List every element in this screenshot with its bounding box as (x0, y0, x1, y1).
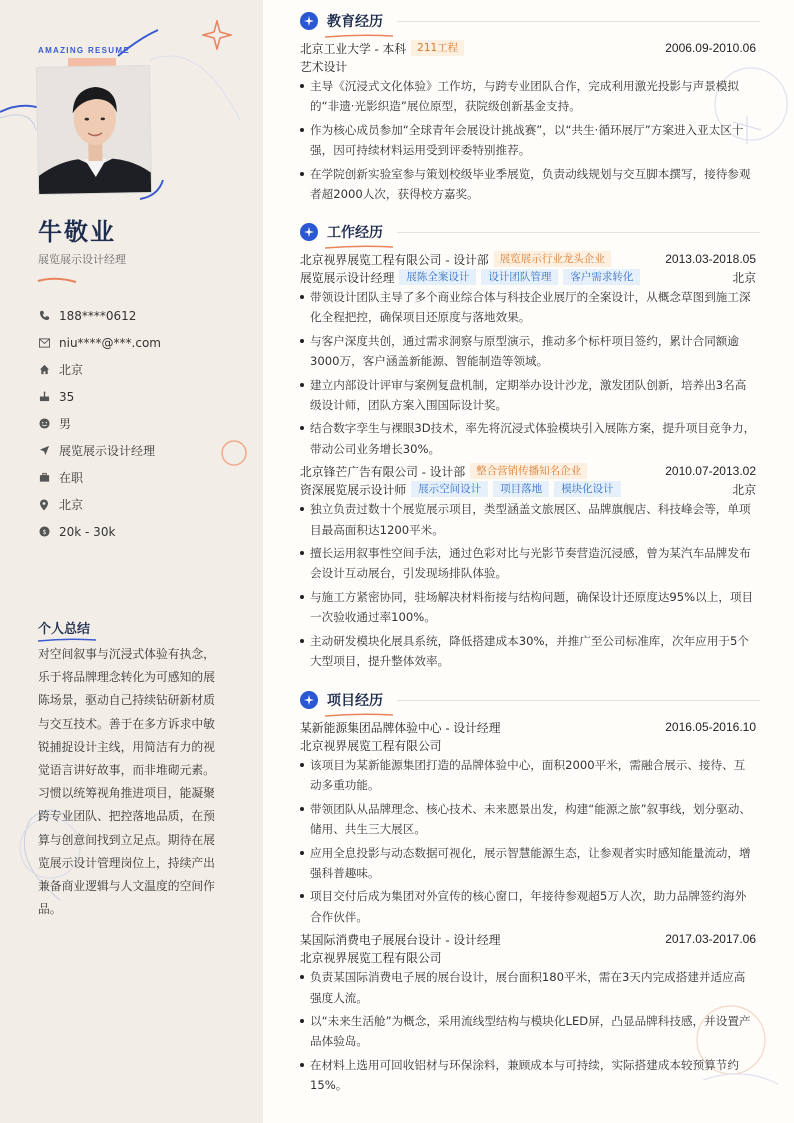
list-item: 擅长运用叙事性空间手法，通过色彩对比与光影节奏营造沉浸感，曾为某汽车品牌发布会设计互动展台，引发现场排队体验。 (300, 543, 756, 584)
info-phone-text: 188****0612 (59, 308, 137, 323)
project-date: 2017.03-2017.06 (665, 932, 756, 947)
info-age (38, 383, 161, 410)
info-location (38, 491, 161, 518)
project-name-row (300, 718, 756, 736)
project-date: 2016.05-2016.10 (665, 720, 756, 734)
list-item: 主动研发模块化展具系统，降低搭建成本30%，并推广至公司标准库，次年应用于5个大型项目，提升整体效率。 (300, 631, 756, 672)
info-salary-text: 20k - 30k (59, 524, 116, 539)
education-title-text: 教育经历 (327, 14, 383, 30)
education-date: 2006.09-2010.06 (665, 41, 756, 55)
profile-photo (36, 65, 152, 195)
job-date: 2010.07-2013.02 (665, 464, 756, 479)
work-section (300, 220, 760, 675)
education-bullets (300, 76, 756, 204)
education-title (327, 11, 383, 31)
list-item: 结合数字孪生与裸眼3D技术，率先将沉浸式体验模块引入展陈方案，提升项目竞争力，带动公司业务增长30%。 (300, 418, 756, 459)
project-bullets (300, 755, 756, 927)
school-name: 北京工业大学 - 本科 (300, 41, 407, 56)
list-item: 在学院创新实验室参与策划校级毕业季展览，负责动线规划与交互脚本撰写，接待参观者超2000人次，获得校方嘉奖。 (300, 164, 756, 205)
info-email (38, 329, 161, 356)
heading-underline (325, 34, 393, 38)
job-city: 北京 (732, 482, 756, 497)
list-item: 建立内部设计评审与案例复盘机制，定期举办设计沙龙，激发团队创新，培养出3名高级设计师，团队方案入围国际设计奖。 (300, 375, 756, 416)
project-entry (300, 930, 756, 1095)
education-section (300, 9, 760, 207)
job-role: 展览展示设计经理 (300, 270, 395, 285)
job-bullets (300, 287, 756, 459)
summary-text: 对空间叙事与沉浸式体验有执念，乐于将品牌理念转化为可感知的展陈场景，驱动自己持续钻研新材质与交互技术。善于在多方诉求中敏锐捕捉设计主线，用简洁有力的视觉语言讲好故事，而非堆砌元素。习惯以统筹视角推进项目，能凝聚跨专业团队、把控落地品质，在预算与创意间找到立足点。期待在展览展示设计管理岗位上，持续产出兼备商业逻辑与人文温度的空间作品。 (38, 647, 215, 917)
briefcase-icon (38, 472, 50, 484)
projects-title-text: 项目经历 (327, 693, 383, 709)
money-icon (38, 526, 50, 538)
job-company-row (300, 462, 756, 480)
info-salary (38, 518, 161, 545)
svg-text:$: $ (41, 527, 47, 536)
skill-tag: 模块化设计 (554, 481, 621, 497)
cake-icon (38, 391, 50, 403)
list-item: 带领团队从品牌理念、核心技术、未来愿景出发，构建“能源之旅”叙事线，划分驱动、储用、共生三大展区。 (300, 799, 756, 840)
job-company-left (300, 463, 587, 480)
job-bullets (300, 499, 756, 671)
info-status (38, 464, 161, 491)
info-age-text: 35 (59, 389, 75, 404)
contact-info-list (38, 302, 161, 545)
section-divider (397, 21, 760, 22)
sparkle-icon (300, 223, 318, 241)
job-entry (300, 250, 756, 459)
project-bullets (300, 967, 756, 1095)
education-heading (300, 9, 760, 33)
main-content (263, 0, 794, 1123)
job-company: 北京视界展览工程有限公司 - 设计部 (300, 252, 489, 267)
project-company-row (300, 948, 756, 966)
work-title-text: 工作经历 (327, 225, 383, 241)
project-company: 北京视界展览工程有限公司 (300, 738, 442, 753)
project-company: 北京视界展览工程有限公司 (300, 950, 442, 965)
sidebar (0, 0, 263, 1123)
job-role-row (300, 268, 756, 286)
job-company-row (300, 250, 756, 268)
info-home (38, 356, 161, 383)
job-date: 2013.03-2018.05 (665, 252, 756, 266)
list-item: 该项目为某新能源集团打造的品牌体验中心，面积2000平米，需融合展示、接待、互动多重功能。 (300, 755, 756, 796)
summary-heading-text: 个人总结 (38, 622, 91, 637)
job-city: 北京 (732, 270, 756, 285)
skill-tag: 展陈全案设计 (399, 269, 476, 285)
list-item: 作为核心成员参加“全球青年会展设计挑战赛”，以“共生·循环展厅”方案进入亚太区十强，因可持续材料运用受到评委特别推荐。 (300, 120, 756, 161)
face-icon (38, 418, 50, 430)
education-row-left (300, 40, 464, 57)
list-item: 在材料上选用可回收铝材与环保涂料，兼顾成本与可持续，实际搭建成本较预算节约15%。 (300, 1055, 756, 1096)
job-role-left (300, 269, 640, 286)
work-title (327, 222, 383, 242)
skill-tag: 设计团队管理 (481, 269, 558, 285)
heading-underline (38, 638, 96, 642)
company-tag: 展览展示行业龙头企业 (494, 251, 611, 267)
skill-tag: 项目落地 (493, 481, 549, 497)
list-item: 应用全息投影与动态数据可视化，展示智慧能源生态，让参观者实时感知能量流动，增强科普趣味。 (300, 843, 756, 884)
list-item: 带领设计团队主导了多个商业综合体与科技企业展厅的全案设计，从概念草图到施工深化全程把控，确保项目还原度与落地效果。 (300, 287, 756, 328)
info-home-text: 北京 (59, 363, 84, 377)
heading-underline (325, 245, 393, 249)
info-gender-text: 男 (59, 417, 72, 431)
section-divider (397, 700, 760, 701)
sparkle-icon (300, 691, 318, 709)
section-divider (397, 232, 760, 233)
info-position-text: 展览展示设计经理 (59, 444, 156, 458)
sparkle-icon (300, 12, 318, 30)
info-gender (38, 410, 161, 437)
list-item: 与客户深度共创，通过需求洞察与原型演示，推动多个标杆项目签约，累计合同额逾3000万，客户涵盖新能源、智能制造等领域。 (300, 331, 756, 372)
list-item: 负责某国际消费电子展的展台设计，展台面积180平米，需在3天内完成搭建并适应高强度人流。 (300, 967, 756, 1008)
home-icon (38, 364, 50, 376)
candidate-subtitle: 展览展示设计经理 (38, 253, 126, 266)
project-name-row (300, 930, 756, 948)
job-role-left (300, 481, 621, 498)
skill-tag: 展示空间设计 (411, 481, 488, 497)
major-row (300, 57, 756, 75)
list-item: 以“未来生活舱”为概念，采用流线型结构与模块化LED屏，凸显品牌科技感，并设置产品体验岛。 (300, 1011, 756, 1052)
info-phone (38, 302, 161, 329)
tagline: AMAZING RESUME (38, 46, 130, 55)
list-item: 项目交付后成为集团对外宣传的核心窗口，年接待参观超5万人次，助力品牌签约海外合作伙伴。 (300, 886, 756, 927)
projects-heading (300, 688, 760, 712)
summary-heading (38, 618, 90, 637)
project-entry (300, 718, 756, 927)
list-item: 与施工方紧密协同，驻场解决材料衔接与结构问题，确保设计还原度达95%以上，项目一次验收通过率100%。 (300, 587, 756, 628)
info-position (38, 437, 161, 464)
job-role-row (300, 480, 756, 498)
projects-title (327, 690, 383, 710)
list-item: 独立负责过数十个展览展示项目，类型涵盖文旅展区、品牌旗舰店、科技峰会等，单项目最高面积达1200平米。 (300, 499, 756, 540)
info-location-text: 北京 (59, 498, 84, 512)
list-item: 主导《沉浸式文化体验》工作坊，与跨专业团队合作，完成利用激光投影与声景模拟的“非遗·光影织造”展位原型，获院级创新基金支持。 (300, 76, 756, 117)
education-row (300, 39, 756, 57)
project-name: 某新能源集团品牌体验中心 - 设计经理 (300, 720, 501, 735)
job-entry (300, 462, 756, 671)
work-heading (300, 220, 760, 244)
project-name: 某国际消费电子展展台设计 - 设计经理 (300, 932, 501, 947)
school-tag: 211工程 (411, 40, 464, 56)
location-pin-icon (38, 499, 50, 511)
info-email-text: niu****@***.com (59, 335, 161, 350)
phone-icon (38, 310, 50, 322)
send-icon (38, 445, 50, 457)
candidate-name: 牛敬业 (38, 218, 116, 246)
info-status-text: 在职 (59, 471, 84, 485)
project-company-row (300, 736, 756, 754)
mail-icon (38, 337, 50, 349)
job-company-left (300, 251, 611, 268)
projects-section (300, 688, 760, 1099)
skill-tag: 客户需求转化 (563, 269, 640, 285)
major: 艺术设计 (300, 59, 348, 74)
job-role: 资深展览展示设计师 (300, 482, 407, 497)
heading-underline (325, 713, 393, 717)
job-company: 北京锋芒广告有限公司 - 设计部 (300, 464, 466, 479)
education-entry (300, 39, 756, 204)
company-tag: 整合营销传播知名企业 (470, 463, 587, 479)
star-icon (202, 20, 232, 50)
